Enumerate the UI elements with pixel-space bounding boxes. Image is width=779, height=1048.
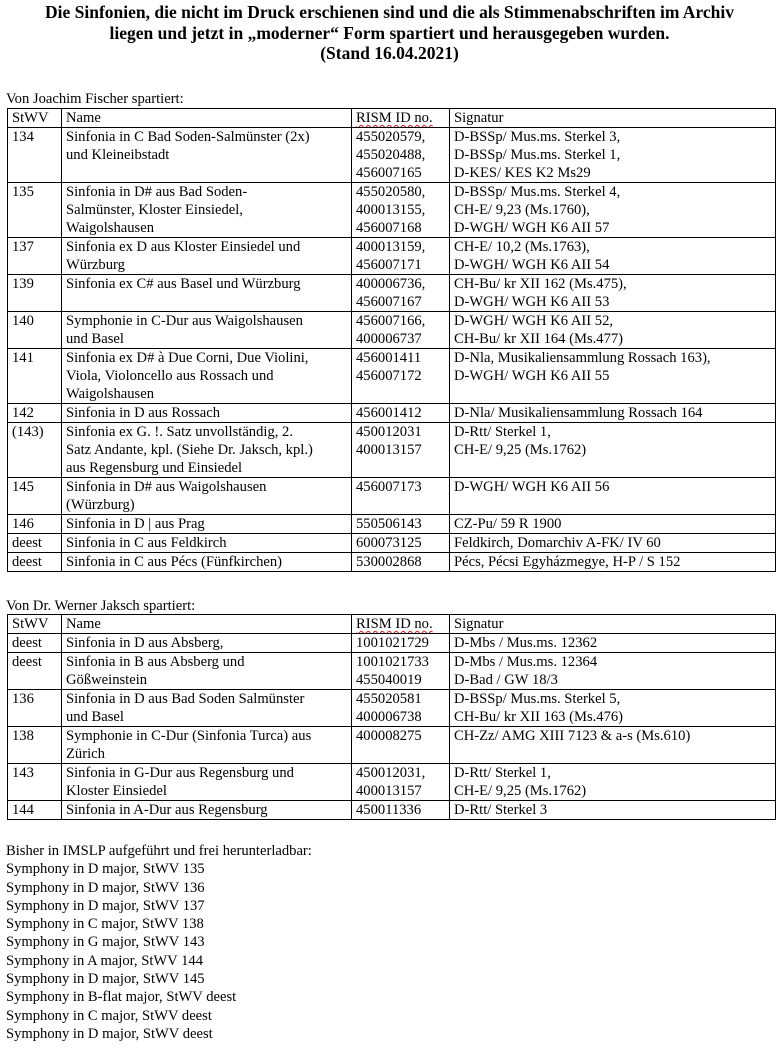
table-row xyxy=(8,690,776,727)
cell-line: 400013159, xyxy=(356,239,426,255)
signatur-cell xyxy=(450,275,776,312)
cell-line: CH-E/ 9,23 (Ms.1760), xyxy=(454,202,590,218)
cell-line: 456007173 xyxy=(356,479,422,495)
cell-line: Symphonie in C-Dur (Sinfonia Turca) aus xyxy=(66,728,312,744)
cell-line: 455020581 xyxy=(356,691,422,707)
fischer-section-label: Von Joachim Fischer spartiert: xyxy=(6,91,184,107)
signatur-cell xyxy=(450,764,776,801)
name-cell xyxy=(62,478,352,515)
stwv-cell xyxy=(8,690,62,727)
cell-line: 456007171 xyxy=(356,257,422,273)
signatur-cell xyxy=(450,349,776,404)
cell-line: Sinfonia ex D aus Kloster Einsiedel und xyxy=(66,239,301,255)
rism-cell xyxy=(352,515,450,534)
imslp-item: Symphony in C major, StWV deest xyxy=(6,1007,212,1024)
cell-line: 456007167 xyxy=(356,294,422,310)
cell-line: D-BSSp/ Mus.ms. Sterkel 4, xyxy=(454,184,621,200)
stwv-cell xyxy=(8,553,62,572)
cell-line: 137 xyxy=(12,239,34,255)
cell-line: 450011336 xyxy=(356,802,422,818)
cell-line: D-WGH/ WGH K6 AII 54 xyxy=(454,257,610,273)
cell-line: D-WGH/ WGH K6 AII 55 xyxy=(454,368,610,384)
cell-line: D-Rtt/ Sterkel 3 xyxy=(454,802,548,818)
header-stwv: StWV xyxy=(8,109,62,128)
header-signatur: Signatur xyxy=(450,615,776,634)
cell-line: (143) xyxy=(12,424,44,440)
table-row xyxy=(8,275,776,312)
cell-line: 400006737 xyxy=(356,331,422,347)
name-cell xyxy=(62,312,352,349)
cell-line: Sinfonia in A-Dur aus Regensburg xyxy=(66,802,268,818)
name-cell xyxy=(62,349,352,404)
rism-cell xyxy=(352,423,450,478)
cell-line: 450012031, xyxy=(356,765,426,781)
table-row xyxy=(8,128,776,183)
cell-line: deest xyxy=(12,654,42,670)
stwv-cell xyxy=(8,534,62,553)
stwv-cell xyxy=(8,478,62,515)
cell-line: deest xyxy=(12,535,42,551)
rism-cell xyxy=(352,801,450,820)
table-row xyxy=(8,727,776,764)
rism-cell xyxy=(352,478,450,515)
cell-line: 456007168 xyxy=(356,220,422,236)
imslp-label: Bisher in IMSLP aufgeführt und frei herunterladbar: xyxy=(6,843,312,859)
cell-line: deest xyxy=(12,554,42,570)
signatur-cell xyxy=(450,183,776,238)
cell-line: D-WGH/ WGH K6 AII 56 xyxy=(454,479,610,495)
stwv-cell xyxy=(8,349,62,404)
signatur-cell xyxy=(450,553,776,572)
cell-line: 456007165 xyxy=(356,165,422,181)
cell-line: 456001411 xyxy=(356,350,422,366)
cell-line: 450012031 xyxy=(356,424,422,440)
cell-line: Sinfonia in C aus Pécs (Fünfkirchen) xyxy=(66,554,283,570)
table-row xyxy=(8,515,776,534)
name-cell xyxy=(62,423,352,478)
cell-line: und Kleineibstadt xyxy=(66,147,170,163)
cell-line: 134 xyxy=(12,129,34,145)
rism-cell xyxy=(352,183,450,238)
cell-line: 550506143 xyxy=(356,516,422,532)
table-row xyxy=(8,183,776,238)
cell-line: Sinfonia in B aus Absberg und xyxy=(66,654,245,670)
document-title xyxy=(0,2,779,64)
cell-line: 455020580, xyxy=(356,184,426,200)
header-name: Name xyxy=(62,109,352,128)
cell-line: CH-E/ 9,25 (Ms.1762) xyxy=(454,442,587,458)
title-line-2: liegen und jetzt in „moderner“ Form spartiert und herausgegeben wurden. xyxy=(109,22,670,43)
cell-line: 1001021729 xyxy=(356,635,429,651)
cell-line: Waigolshausen xyxy=(66,220,154,236)
table-row xyxy=(8,801,776,820)
name-cell xyxy=(62,634,352,653)
cell-line: Waigolshausen xyxy=(66,386,154,402)
jaksch-table xyxy=(7,614,776,820)
cell-line: 145 xyxy=(12,479,34,495)
cell-line: 135 xyxy=(12,184,34,200)
cell-line: 146 xyxy=(12,516,34,532)
cell-line: Sinfonia in C aus Feldkirch xyxy=(66,535,227,551)
cell-line: deest xyxy=(12,635,42,651)
rism-cell xyxy=(352,634,450,653)
cell-line: 143 xyxy=(12,765,34,781)
signatur-cell xyxy=(450,653,776,690)
rism-cell xyxy=(352,404,450,423)
cell-line: Viola, Violoncello aus Rossach und xyxy=(66,368,274,384)
cell-line: D-Mbs / Mus.ms. 12364 xyxy=(454,654,598,670)
imslp-item: Symphony in C major, StWV 138 xyxy=(6,916,204,933)
stwv-cell xyxy=(8,801,62,820)
cell-line: 140 xyxy=(12,313,34,329)
cell-line: (Würzburg) xyxy=(66,497,135,513)
signatur-cell xyxy=(450,478,776,515)
cell-line: D-Mbs / Mus.ms. 12362 xyxy=(454,635,598,651)
stwv-cell xyxy=(8,423,62,478)
name-cell xyxy=(62,128,352,183)
name-cell xyxy=(62,404,352,423)
name-cell xyxy=(62,238,352,275)
imslp-item: Symphony in D major, StWV 145 xyxy=(6,971,205,988)
cell-line: 136 xyxy=(12,691,34,707)
table-row xyxy=(8,312,776,349)
cell-line: 142 xyxy=(12,405,34,421)
cell-line: Sinfonia in G-Dur aus Regensburg und xyxy=(66,765,294,781)
name-cell xyxy=(62,653,352,690)
header-name: Name xyxy=(62,615,352,634)
name-cell xyxy=(62,183,352,238)
rism-cell xyxy=(352,727,450,764)
rism-cell xyxy=(352,349,450,404)
cell-line: CH-E/ 9,25 (Ms.1762) xyxy=(454,783,587,799)
name-cell xyxy=(62,801,352,820)
imslp-item: Symphony in D major, StWV 136 xyxy=(6,879,205,896)
title-line-1: Die Sinfonien, die nicht im Druck erschienen sind und die als Stimmenabschriften im Archiv xyxy=(44,2,735,22)
imslp-item: Symphony in G major, StWV 143 xyxy=(6,934,205,951)
fischer-table xyxy=(7,108,776,572)
imslp-item: Symphony in D major, StWV 137 xyxy=(6,897,205,914)
name-cell xyxy=(62,275,352,312)
cell-line: 400006736, xyxy=(356,276,426,292)
signatur-cell xyxy=(450,423,776,478)
cell-line: D-Nla, Musikaliensammlung Rossach 163), xyxy=(454,350,711,366)
cell-line: Sinfonia ex G. !. Satz unvollständig, 2. xyxy=(66,424,293,440)
cell-line: und Basel xyxy=(66,331,124,347)
cell-line: 400008275 xyxy=(356,728,422,744)
imslp-item: Symphony in A major, StWV 144 xyxy=(6,952,203,969)
cell-line: 138 xyxy=(12,728,34,744)
imslp-item: Symphony in D major, StWV deest xyxy=(6,1025,213,1042)
table-row xyxy=(8,404,776,423)
table-row xyxy=(8,423,776,478)
table-row xyxy=(8,478,776,515)
header-stwv: StWV xyxy=(8,615,62,634)
table-row xyxy=(8,238,776,275)
cell-line: Kloster Einsiedel xyxy=(66,783,167,799)
name-cell xyxy=(62,727,352,764)
signatur-cell xyxy=(450,727,776,764)
rism-cell xyxy=(352,128,450,183)
cell-line: D-WGH/ WGH K6 AII 53 xyxy=(454,294,610,310)
cell-line: Sinfonia in C Bad Soden-Salmünster (2x) xyxy=(66,129,310,145)
cell-line: 456007172 xyxy=(356,368,422,384)
rism-cell xyxy=(352,653,450,690)
rism-cell xyxy=(352,238,450,275)
cell-line: Sinfonia in D | aus Prag xyxy=(66,516,205,532)
cell-line: 455040019 xyxy=(356,672,422,688)
table-row xyxy=(8,634,776,653)
cell-line: 456007166, xyxy=(356,313,426,329)
rism-cell xyxy=(352,312,450,349)
cell-line: Feldkirch, Domarchiv A-FK/ IV 60 xyxy=(454,535,661,551)
name-cell xyxy=(62,764,352,801)
cell-line: Gößweinstein xyxy=(66,672,148,688)
cell-line: 141 xyxy=(12,350,34,366)
signatur-cell xyxy=(450,404,776,423)
header-signatur: Signatur xyxy=(450,109,776,128)
name-cell xyxy=(62,690,352,727)
cell-line: CH-Bu/ kr XII 162 (Ms.475), xyxy=(454,276,627,292)
header-rism: RISM ID no. xyxy=(352,109,450,128)
imslp-section xyxy=(6,842,312,1043)
cell-line: 144 xyxy=(12,802,34,818)
stwv-cell xyxy=(8,515,62,534)
stwv-cell xyxy=(8,128,62,183)
cell-line: 455020488, xyxy=(356,147,426,163)
cell-line: Sinfonia in D aus Bad Soden Salmünster xyxy=(66,691,305,707)
signatur-cell xyxy=(450,801,776,820)
table-header-row xyxy=(8,615,776,634)
cell-line: CZ-Pu/ 59 R 1900 xyxy=(454,516,562,532)
cell-line: CH-Bu/ kr XII 164 (Ms.477) xyxy=(454,331,624,347)
cell-line: 1001021733 xyxy=(356,654,429,670)
cell-line: Zürich xyxy=(66,746,105,762)
imslp-item: Symphony in D major, StWV 135 xyxy=(6,861,205,878)
stwv-cell xyxy=(8,727,62,764)
cell-line: 400013157 xyxy=(356,783,422,799)
stwv-cell xyxy=(8,764,62,801)
stwv-cell xyxy=(8,238,62,275)
stwv-cell xyxy=(8,183,62,238)
signatur-cell xyxy=(450,238,776,275)
cell-line: D-Rtt/ Sterkel 1, xyxy=(454,424,551,440)
cell-line: CH-Zz/ AMG XIII 7123 & a-s (Ms.610) xyxy=(454,728,691,744)
cell-line: 400013155, xyxy=(356,202,426,218)
table-row xyxy=(8,553,776,572)
cell-line: aus Regensburg und Einsiedel xyxy=(66,460,243,476)
signatur-cell xyxy=(450,634,776,653)
table-header-row xyxy=(8,109,776,128)
cell-line: CH-Bu/ kr XII 163 (Ms.476) xyxy=(454,709,624,725)
name-cell xyxy=(62,553,352,572)
cell-line: 530002868 xyxy=(356,554,422,570)
cell-line: 600073125 xyxy=(356,535,422,551)
cell-line: 139 xyxy=(12,276,34,292)
stwv-cell xyxy=(8,312,62,349)
name-cell xyxy=(62,534,352,553)
table-row xyxy=(8,764,776,801)
cell-line: Sinfonia in D aus Rossach xyxy=(66,405,221,421)
signatur-cell xyxy=(450,690,776,727)
cell-line: Sinfonia in D aus Absberg, xyxy=(66,635,224,651)
jaksch-section-label: Von Dr. Werner Jaksch spartiert: xyxy=(6,598,196,614)
rism-cell xyxy=(352,534,450,553)
cell-line: Sinfonia in D# aus Bad Soden- xyxy=(66,184,248,200)
header-rism: RISM ID no. xyxy=(352,615,450,634)
cell-line: 456001412 xyxy=(356,405,422,421)
cell-line: Symphonie in C-Dur aus Waigolshausen xyxy=(66,313,303,329)
rism-cell xyxy=(352,275,450,312)
cell-line: D-WGH/ WGH K6 AII 57 xyxy=(454,220,610,236)
cell-line: D-BSSp/ Mus.ms. Sterkel 1, xyxy=(454,147,621,163)
table-row xyxy=(8,653,776,690)
cell-line: und Basel xyxy=(66,709,124,725)
signatur-cell xyxy=(450,312,776,349)
table-row xyxy=(8,534,776,553)
cell-line: D-KES/ KES K2 Ms29 xyxy=(454,165,591,181)
cell-line: Sinfonia ex C# aus Basel und Würzburg xyxy=(66,276,301,292)
stwv-cell xyxy=(8,275,62,312)
stwv-cell xyxy=(8,404,62,423)
cell-line: D-Nla/ Musikaliensammlung Rossach 164 xyxy=(454,405,703,421)
cell-line: D-BSSp/ Mus.ms. Sterkel 3, xyxy=(454,129,621,145)
rism-cell xyxy=(352,764,450,801)
cell-line: CH-E/ 10,2 (Ms.1763), xyxy=(454,239,590,255)
cell-line: Salmünster, Kloster Einsiedel, xyxy=(66,202,243,218)
cell-line: D-WGH/ WGH K6 AII 52, xyxy=(454,313,614,329)
cell-line: Würzburg xyxy=(66,257,125,273)
imslp-item: Symphony in B-flat major, StWV deest xyxy=(6,989,237,1006)
name-cell xyxy=(62,515,352,534)
signatur-cell xyxy=(450,128,776,183)
cell-line: 455020579, xyxy=(356,129,426,145)
cell-line: D-Rtt/ Sterkel 1, xyxy=(454,765,551,781)
cell-line: 400013157 xyxy=(356,442,422,458)
cell-line: D-Bad / GW 18/3 xyxy=(454,672,558,688)
signatur-cell xyxy=(450,515,776,534)
imslp-list xyxy=(6,860,312,1043)
cell-line: Sinfonia in D# aus Waigolshausen xyxy=(66,479,267,495)
rism-cell xyxy=(352,553,450,572)
table-row xyxy=(8,349,776,404)
cell-line: 400006738 xyxy=(356,709,422,725)
cell-line: Pécs, Pécsi Egyházmegye, H-P / S 152 xyxy=(454,554,681,570)
stwv-cell xyxy=(8,653,62,690)
cell-line: Sinfonia ex D# à Due Corni, Due Violini, xyxy=(66,350,309,366)
cell-line: D-BSSp/ Mus.ms. Sterkel 5, xyxy=(454,691,621,707)
signatur-cell xyxy=(450,534,776,553)
cell-line: Satz Andante, kpl. (Siehe Dr. Jaksch, kpl.) xyxy=(66,442,313,458)
rism-cell xyxy=(352,690,450,727)
stwv-cell xyxy=(8,634,62,653)
title-line-3: (Stand 16.04.2021) xyxy=(320,43,459,63)
